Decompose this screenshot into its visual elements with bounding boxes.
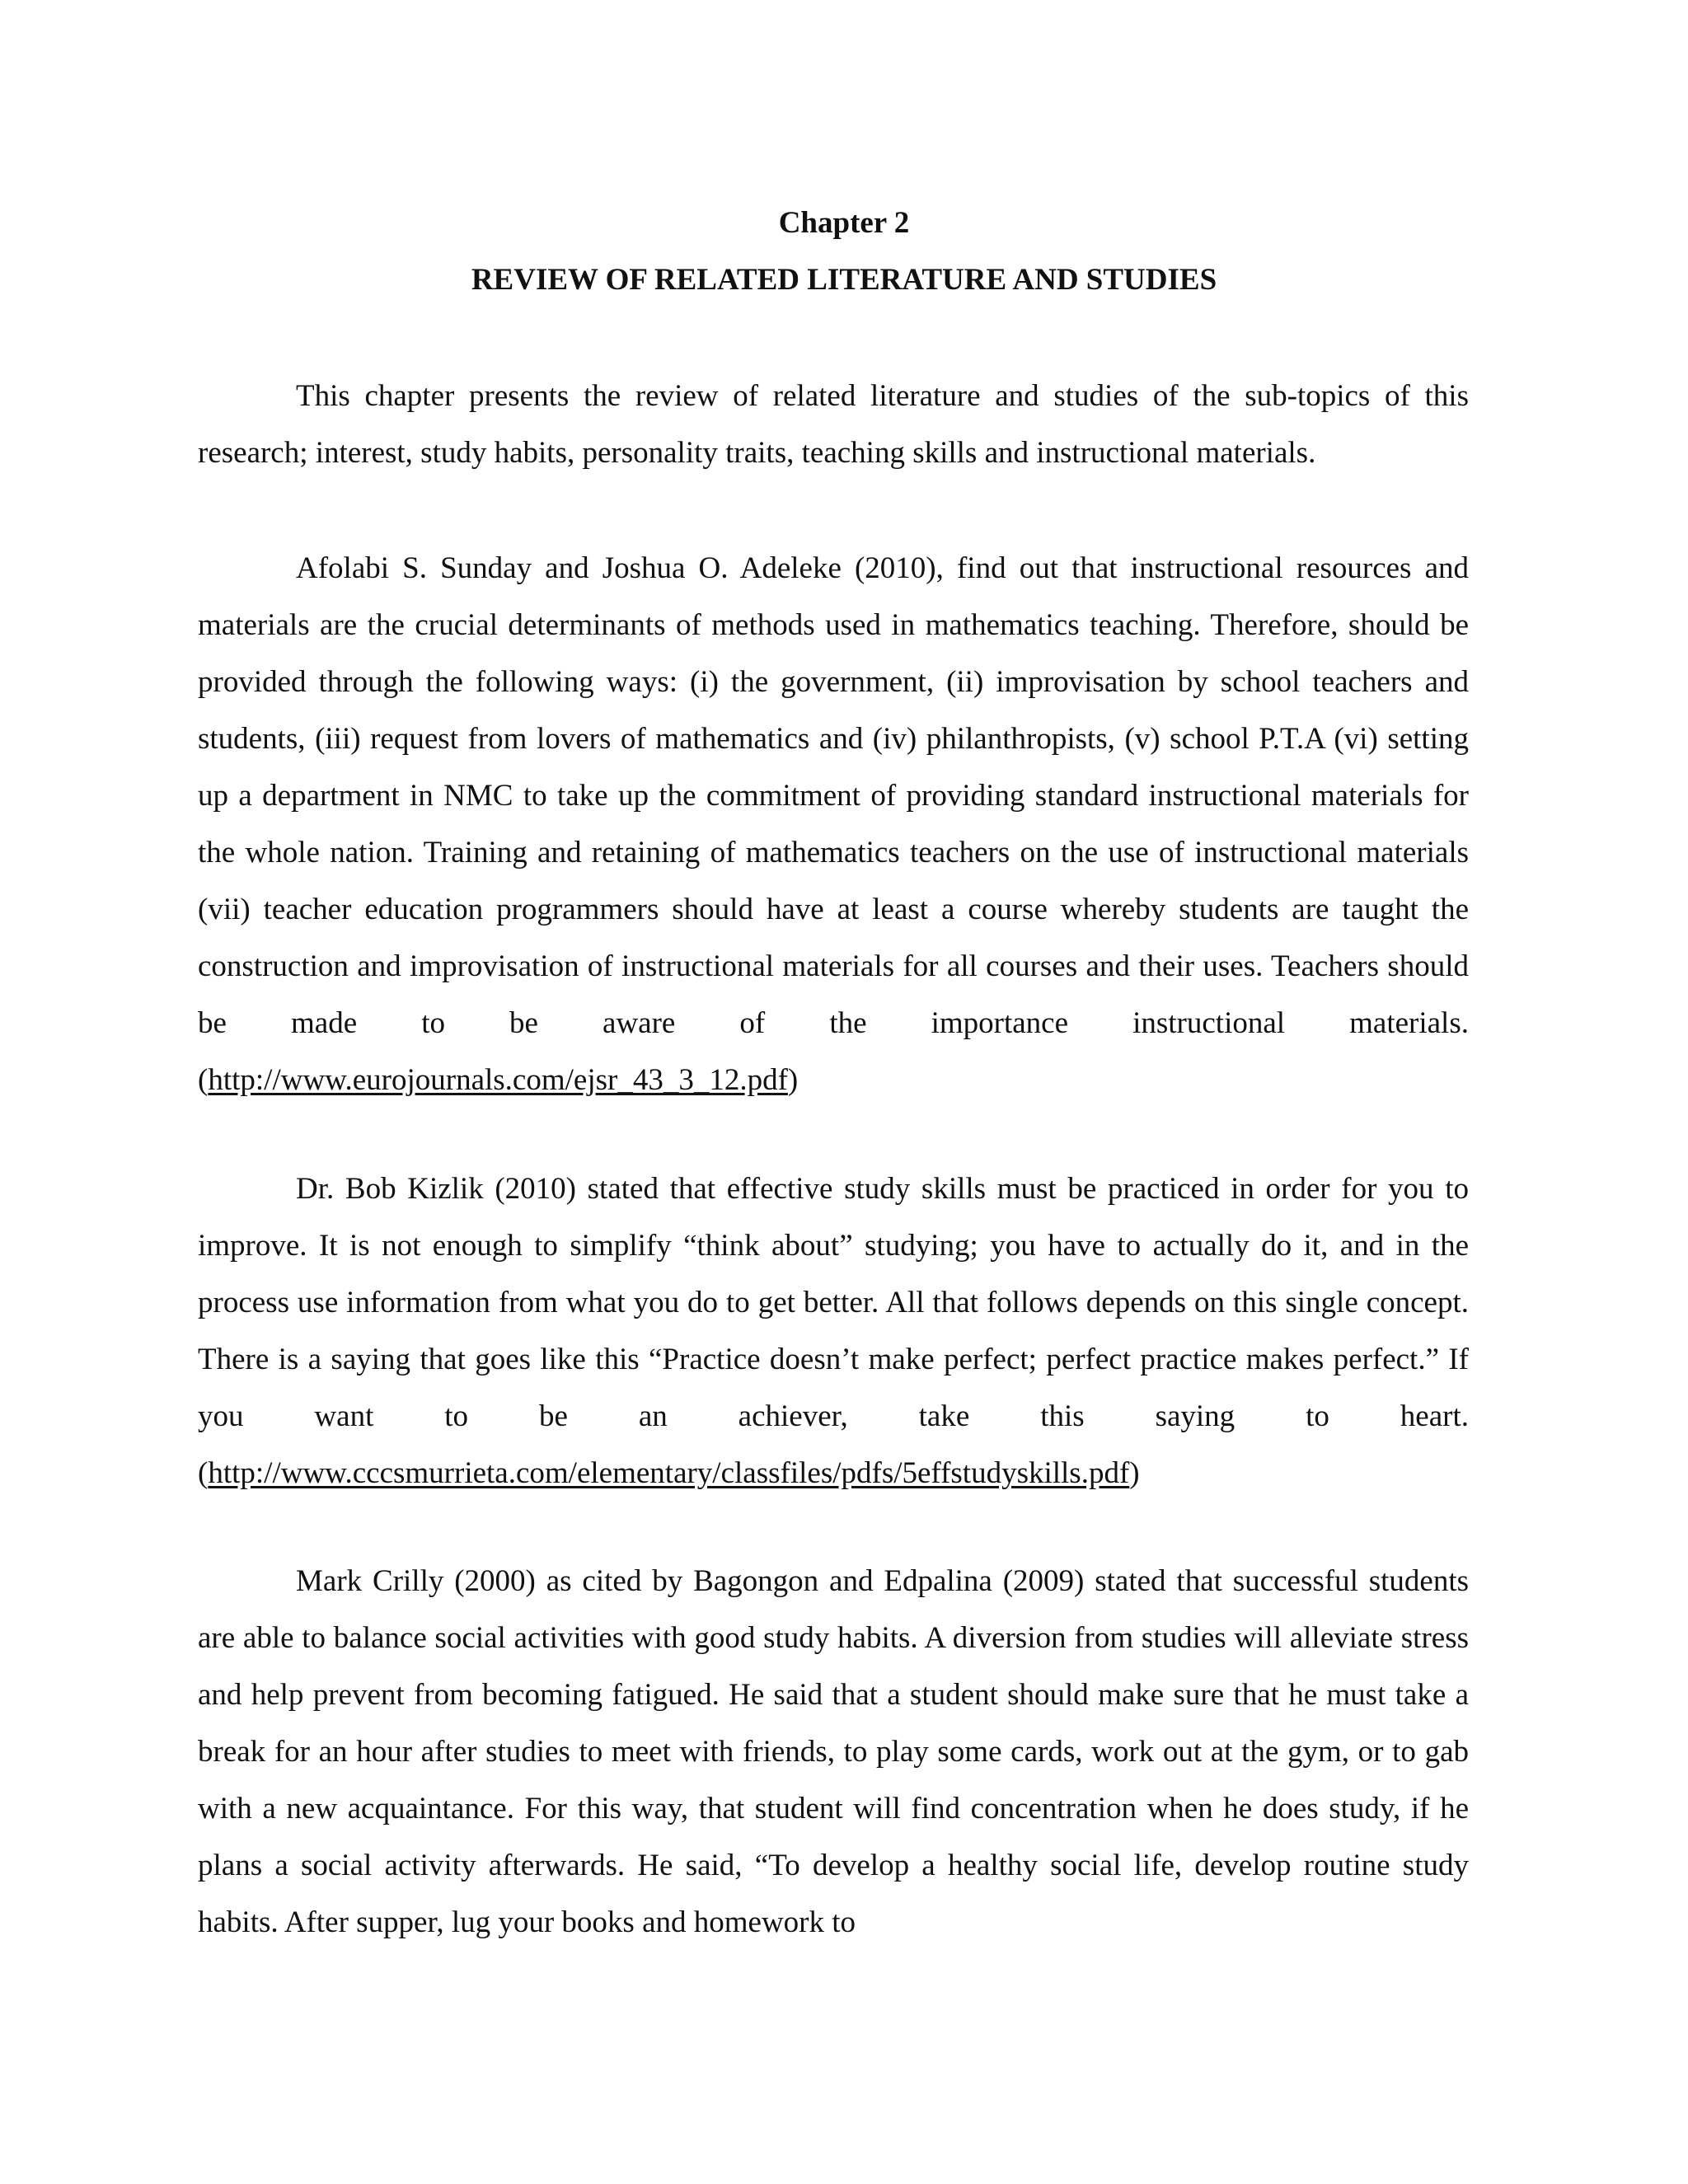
paragraph-text: Mark Crilly (2000) as cited by Bagongon and Edpalina (2009) stated that successful students are able to balance social activities with good study habits. A diversion from studies will alleviate stress and help prevent from becoming fatigued. He said that a student should make sure that he must take a break for an hour after studies to meet with friends, to play some cards, work out at the gym, or to gab with a new acquaintance. For this way, that student will find concentration when he does study, if he plans a social activity afterwards. He said, “To develop a healthy social life, develop routine study habits. After supper, lug your books and homework to — [198, 1564, 1469, 1939]
closing-paren: ) — [1129, 1456, 1140, 1490]
crilly-paragraph — [198, 1553, 1469, 1951]
intro-paragraph — [198, 368, 1469, 481]
cccsmurrieta-link[interactable]: http://www.cccsmurrieta.com/elementary/classfiles/pdfs/5effstudyskills.pdf — [208, 1456, 1130, 1490]
chapter-title: REVIEW OF RELATED LITERATURE AND STUDIES — [471, 263, 1217, 297]
paragraph-text: Afolabi S. Sunday and Joshua O. Adeleke (2010), find out that instructional resources and materials are the crucial determinants of methods used in mathematics teaching. Therefore, should be provided through the following ways: (i) the government, (ii) improvisation by school teachers and students, (iii) request from lovers of mathematics and (iv) philanthropists, (v) school P.T.A (vi) setting up a department in NMC to take up the commitment of providing standard instructional materials for the whole nation. Training and retaining of mathematics teachers on the use of instructional materials (vii) teacher education programmers should have at least a course whereby students are taught the construction and improvisation of instructional materials for all courses and their uses. Teachers should be made to be aware of the importance instructional materials. ( — [198, 551, 1469, 1097]
paragraph-text: Dr. Bob Kizlik (2010) stated that effective study skills must be practiced in order for you to improve. It is not enough to simplify “think about” studying; you have to actually do it, and in the process use information from what you do to get better. All that follows depends on this single concept. There is a saying that goes like this “Practice doesn’t make perfect; perfect practice makes perfect.” If you want to be an achiever, take this saying to heart. ( — [198, 1172, 1469, 1490]
eurojournals-link[interactable]: http://www.eurojournals.com/ejsr_43_3_12.pdf — [208, 1063, 788, 1097]
kizlik-paragraph — [198, 1160, 1469, 1502]
closing-paren: ) — [787, 1063, 799, 1097]
afolabi-paragraph — [198, 540, 1469, 1108]
chapter-number: Chapter 2 — [778, 206, 910, 240]
paragraph-text: This chapter presents the review of related literature and studies of the sub-topics of this research; interest, study habits, personality traits, teaching skills and instructional materials. — [198, 379, 1469, 470]
